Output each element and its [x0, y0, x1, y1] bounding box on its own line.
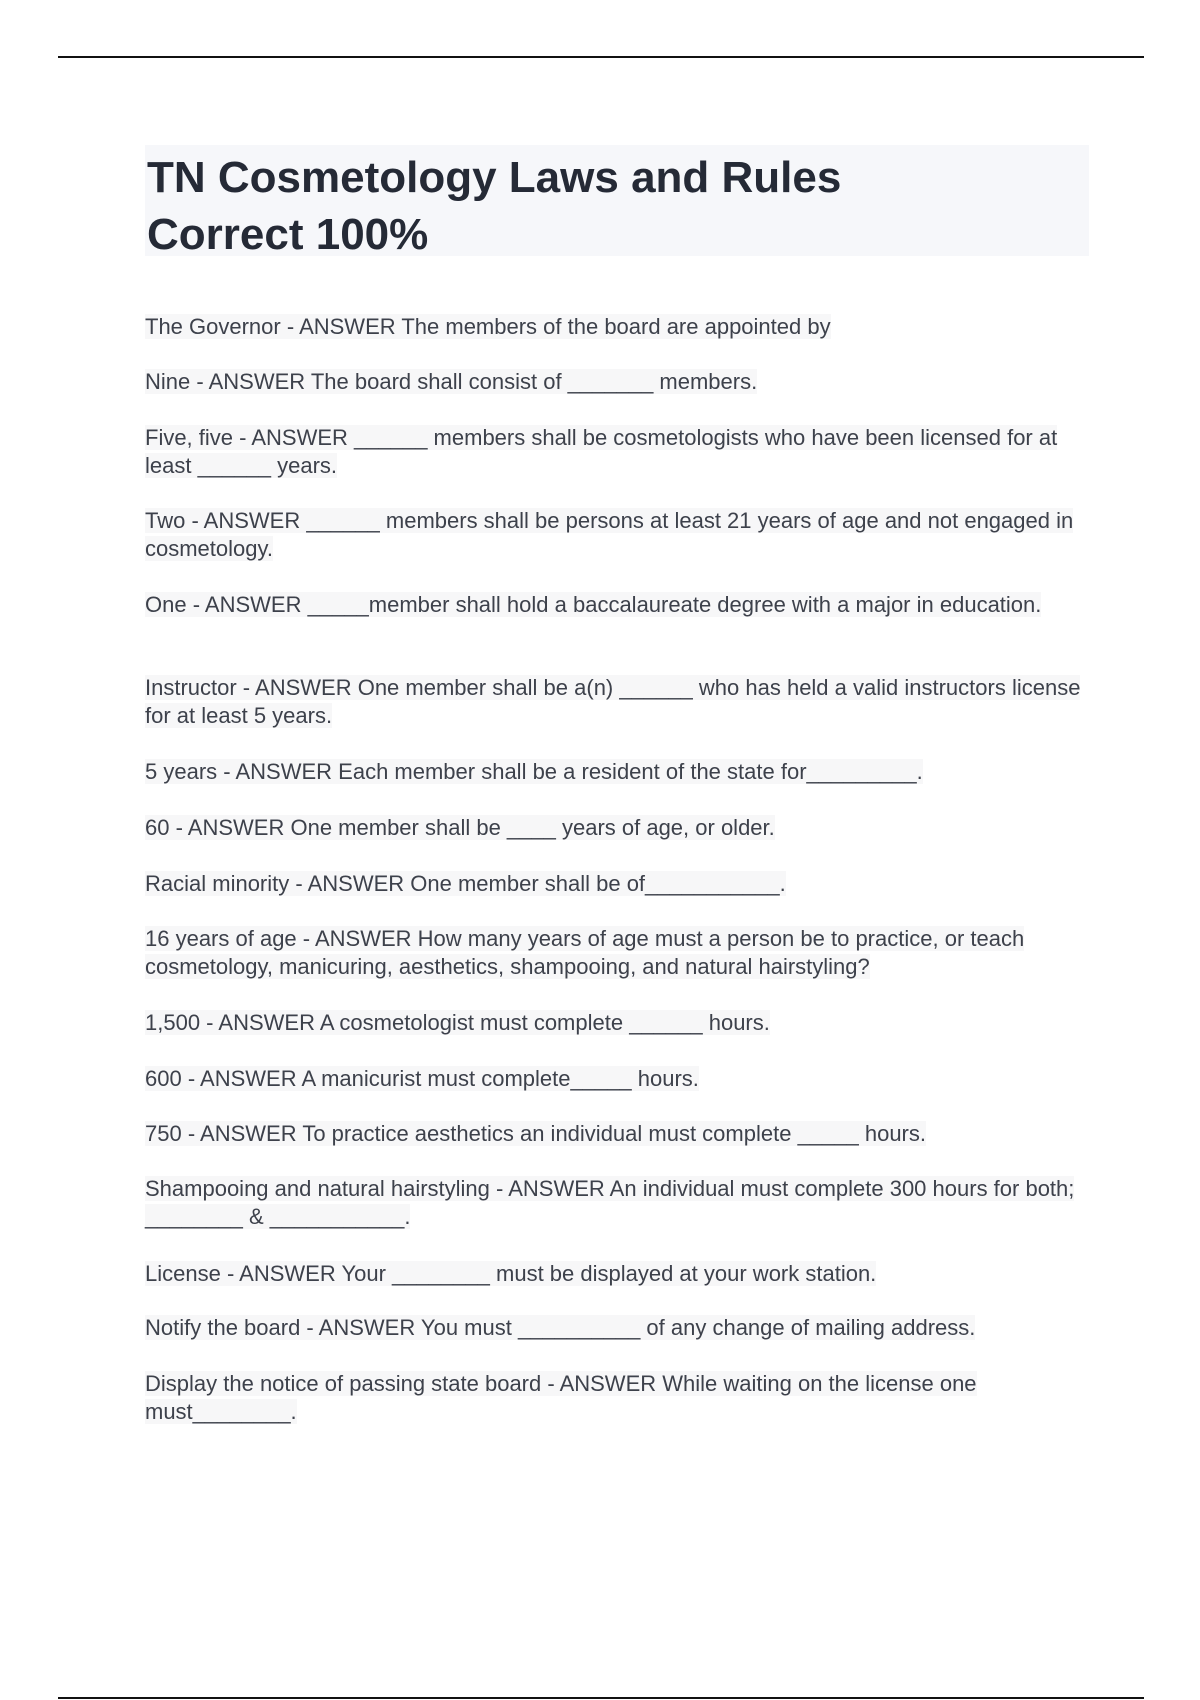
qa-item-13: 750 - ANSWER To practice aesthetics an individual must complete _____ hours.	[145, 1121, 926, 1146]
title-block	[145, 145, 1089, 259]
qa-item-5: One - ANSWER _____member shall hold a baccalaureate degree with a major in education.	[145, 592, 1042, 617]
document-title	[147, 149, 1087, 263]
qa-item-9: Racial minority - ANSWER One member shall be of___________.	[145, 871, 786, 896]
title-line-1: TN Cosmetology Laws and Rules	[147, 153, 842, 202]
qa-item-2: Nine - ANSWER The board shall consist of _______ members.	[145, 369, 758, 394]
qa-item-1: The Governor - ANSWER The members of the board are appointed by	[145, 314, 831, 339]
qa-item-3: Five, five - ANSWER ______ members shall be cosmetologists who have been licensed for at least ______ years.	[145, 425, 1058, 478]
qa-item-11: 1,500 - ANSWER A cosmetologist must complete ______ hours.	[145, 1010, 770, 1035]
top-divider	[58, 56, 1144, 58]
qa-item-15: License - ANSWER Your ________ must be displayed at your work station.	[145, 1261, 877, 1286]
qa-item-16: Notify the board - ANSWER You must __________ of any change of mailing address.	[145, 1315, 976, 1340]
title-line-2: Correct 100%	[147, 210, 429, 259]
qa-item-8: 60 - ANSWER One member shall be ____ years of age, or older.	[145, 815, 775, 840]
qa-item-10: 16 years of age - ANSWER How many years of age must a person be to practice, or teach cosmetology, manicuring, aesthetics, shampooing, and natural hairstyling?	[145, 926, 1025, 979]
qa-item-6: Instructor - ANSWER One member shall be a(n) ______ who has held a valid instructors license for at least 5 years.	[145, 675, 1081, 728]
qa-item-17: Display the notice of passing state board - ANSWER While waiting on the license one must________.	[145, 1371, 977, 1424]
qa-item-14: Shampooing and natural hairstyling - ANSWER An individual must complete 300 hours for both; ________ & ___________.	[145, 1176, 1075, 1229]
qa-item-4: Two - ANSWER ______ members shall be persons at least 21 years of age and not engaged in cosmetology.	[145, 508, 1074, 561]
bottom-divider	[58, 1697, 1144, 1699]
qa-item-12: 600 - ANSWER A manicurist must complete_____ hours.	[145, 1066, 699, 1091]
qa-item-7: 5 years - ANSWER Each member shall be a resident of the state for_________.	[145, 759, 923, 784]
